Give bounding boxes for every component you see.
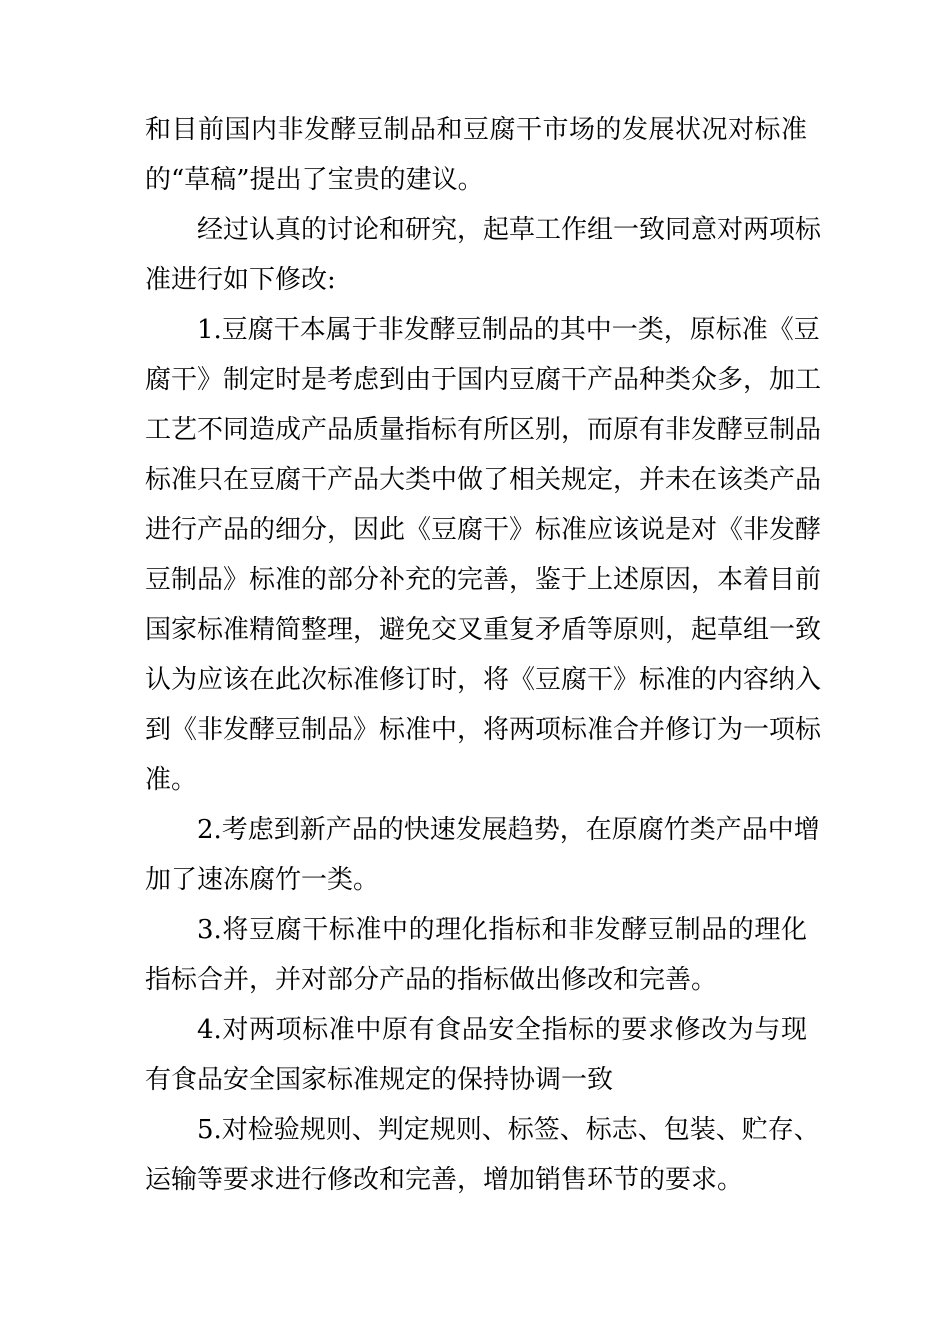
text-line: 到《非发酵豆制品》标准中，将两项标准合并修订为一项标 [145,715,822,745]
text-line: 3.将豆腐干标准中的理化指标和非发酵豆制品的理化 [197,915,807,945]
text-line: 5.对检验规则、判定规则、标签、标志、包装、贮存、 [197,1115,820,1145]
text-line: 认为应该在此次标准修订时，将《豆腐干》标准的内容纳入 [145,665,822,695]
text-line: 经过认真的讨论和研究，起草工作组一致同意对两项标 [197,215,822,245]
text-line: 指标合并，并对部分产品的指标做出修改和完善。 [145,965,718,995]
text-line: 和目前国内非发酵豆制品和豆腐干市场的发展状况对标准 [145,115,807,145]
text-line: 准进行如下修改: [145,265,336,295]
text-line: 进行产品的细分，因此《豆腐干》标准应该说是对《非发酵 [145,515,822,545]
text-line: 国家标准精简整理，避免交叉重复矛盾等原则，起草组一致 [145,615,822,645]
text-line: 豆制品》标准的部分补充的完善，鉴于上述原因，本着目前 [145,565,822,595]
text-line: 1.豆腐干本属于非发酵豆制品的其中一类，原标准《豆 [197,315,820,345]
text-line: 准。 [145,765,198,795]
text-line: 加了速冻腐竹一类。 [145,865,380,895]
text-line: 运输等要求进行修改和完善，增加销售环节的要求。 [145,1165,744,1195]
text-line: 2.考虑到新产品的快速发展趋势，在原腐竹类产品中增 [197,815,820,845]
text-line: 4.对两项标准中原有食品安全指标的要求修改为与现 [197,1015,807,1045]
text-line: 工艺不同造成产品质量指标有所区别，而原有非发酵豆制品 [145,415,822,445]
text-line: 有食品安全国家标准规定的保持协调一致 [145,1065,614,1095]
text-line: 标准只在豆腐干产品大类中做了相关规定，并未在该类产品 [145,465,822,495]
text-line: 的“草稿”提出了宝贵的建议。 [145,165,484,195]
text-line: 腐干》制定时是考虑到由于国内豆腐干产品种类众多，加工 [145,365,822,395]
document-body [145,105,822,1205]
